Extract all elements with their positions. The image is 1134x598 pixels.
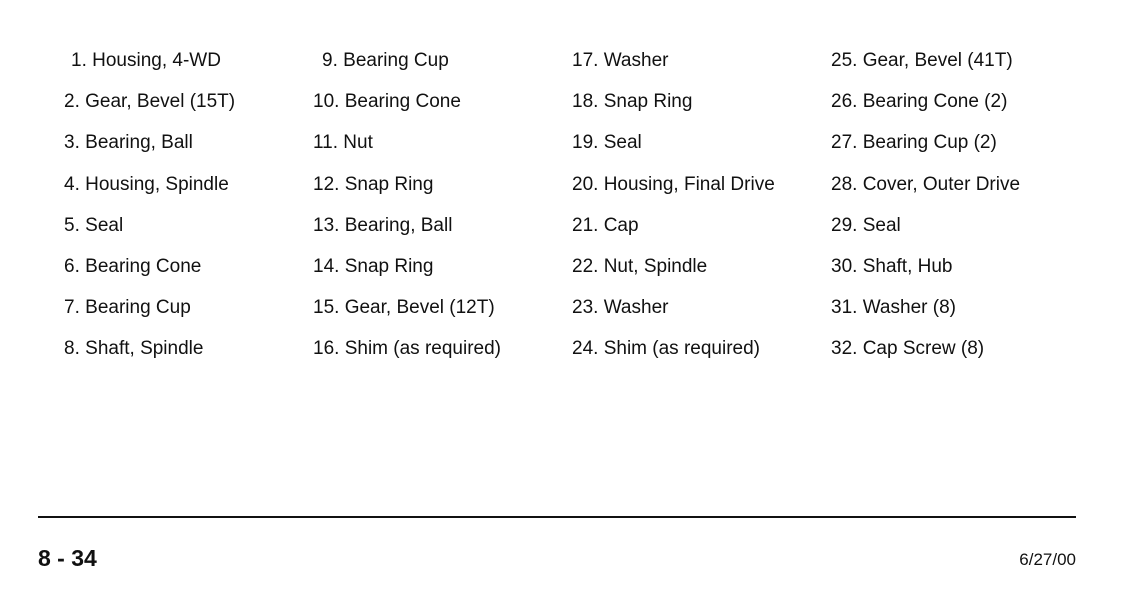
part-item (64, 87, 314, 128)
part-item (313, 170, 563, 211)
part-item (313, 46, 563, 87)
part-item (831, 170, 1081, 211)
part-name: Bearing Cone (344, 91, 461, 113)
part-number: 6. (64, 255, 80, 277)
part-name: Bearing Cone (2) (862, 91, 1008, 113)
part-name: Cap Screw (8) (862, 338, 985, 360)
part-number: 21. (572, 214, 599, 236)
page-date: 6/27/00 (1019, 550, 1076, 569)
part-number: 18. (572, 91, 599, 113)
part-number: 11. (313, 132, 339, 154)
part-number: 1. (71, 50, 87, 71)
part-name: Shaft, Hub (862, 255, 953, 277)
parts-column-2 (313, 46, 563, 376)
part-item (572, 293, 822, 334)
part-item (572, 87, 822, 128)
part-number: 9. (322, 50, 338, 71)
parts-column-1 (64, 46, 314, 376)
part-name: Bearing Cup (343, 50, 449, 71)
part-item (64, 334, 314, 375)
part-number: 3. (64, 132, 80, 154)
part-number: 32. (831, 338, 858, 360)
part-name: Housing, Final Drive (603, 173, 775, 195)
footer-divider (38, 516, 1076, 518)
part-number: 24. (572, 338, 599, 360)
part-item (64, 46, 314, 87)
part-name: Washer (8) (862, 297, 956, 319)
part-number: 7. (64, 297, 80, 319)
part-item (313, 128, 563, 169)
part-number: 4. (64, 173, 80, 195)
part-number: 23. (572, 297, 599, 319)
part-name: Shaft, Spindle (85, 338, 204, 360)
part-item (313, 293, 563, 334)
part-number: 10. (313, 91, 340, 113)
part-item (64, 211, 314, 252)
parts-column-4 (831, 46, 1081, 376)
part-item (572, 170, 822, 211)
part-item (572, 211, 822, 252)
part-name: Bearing Cup (2) (862, 132, 997, 154)
part-item (831, 334, 1081, 375)
part-name: Bearing, Ball (85, 132, 193, 154)
part-item (831, 87, 1081, 128)
part-name: Shim (as required) (344, 338, 501, 360)
part-number: 13. (313, 214, 340, 236)
part-number: 22. (572, 255, 599, 277)
part-name: Cap (603, 214, 639, 236)
part-name: Bearing Cone (85, 255, 202, 277)
part-number: 2. (64, 91, 80, 113)
part-name: Nut, Spindle (603, 255, 708, 277)
part-name: Washer (603, 297, 669, 319)
part-name: Snap Ring (603, 91, 693, 113)
part-name: Bearing, Ball (344, 214, 453, 236)
part-item (64, 252, 314, 293)
part-name: Snap Ring (344, 255, 434, 277)
part-name: Seal (603, 132, 642, 154)
part-name: Cover, Outer Drive (862, 173, 1021, 195)
part-number: 17. (572, 50, 599, 71)
part-number: 20. (572, 173, 599, 195)
part-number: 14. (313, 255, 340, 277)
part-number: 16. (313, 338, 340, 360)
part-item (572, 46, 822, 87)
part-number: 27. (831, 132, 858, 154)
part-number: 30. (831, 255, 858, 277)
part-name: Nut (343, 132, 373, 154)
part-number: 31. (831, 297, 858, 319)
part-item (572, 334, 822, 375)
part-number: 25. (831, 50, 858, 71)
part-item (831, 46, 1081, 87)
part-number: 29. (831, 214, 858, 236)
part-name: Seal (862, 214, 901, 236)
part-name: Bearing Cup (85, 297, 191, 319)
part-item (831, 211, 1081, 252)
part-item (831, 252, 1081, 293)
part-number: 28. (831, 173, 858, 195)
part-name: Housing, Spindle (85, 173, 229, 195)
part-item (313, 211, 563, 252)
part-number: 15. (313, 297, 340, 319)
part-name: Shim (as required) (603, 338, 760, 360)
part-item (572, 252, 822, 293)
part-number: 26. (831, 91, 858, 113)
parts-list (0, 46, 1134, 376)
part-item (831, 293, 1081, 334)
part-item (313, 334, 563, 375)
part-item (313, 252, 563, 293)
part-name: Seal (85, 214, 124, 236)
part-number: 8. (64, 338, 80, 360)
part-name: Gear, Bevel (12T) (344, 297, 495, 319)
part-number: 5. (64, 214, 80, 236)
part-item (64, 128, 314, 169)
part-number: 12. (313, 173, 340, 195)
part-item (831, 128, 1081, 169)
part-name: Washer (603, 50, 669, 71)
part-item (572, 128, 822, 169)
part-name: Gear, Bevel (41T) (862, 50, 1013, 71)
part-name: Housing, 4-WD (92, 50, 221, 71)
part-item (313, 87, 563, 128)
parts-column-3 (572, 46, 822, 376)
part-number: 19. (572, 132, 599, 154)
part-name: Gear, Bevel (15T) (85, 91, 236, 113)
part-item (64, 293, 314, 334)
part-item (64, 170, 314, 211)
page-number: 8 - 34 (38, 545, 97, 571)
part-name: Snap Ring (344, 173, 434, 195)
